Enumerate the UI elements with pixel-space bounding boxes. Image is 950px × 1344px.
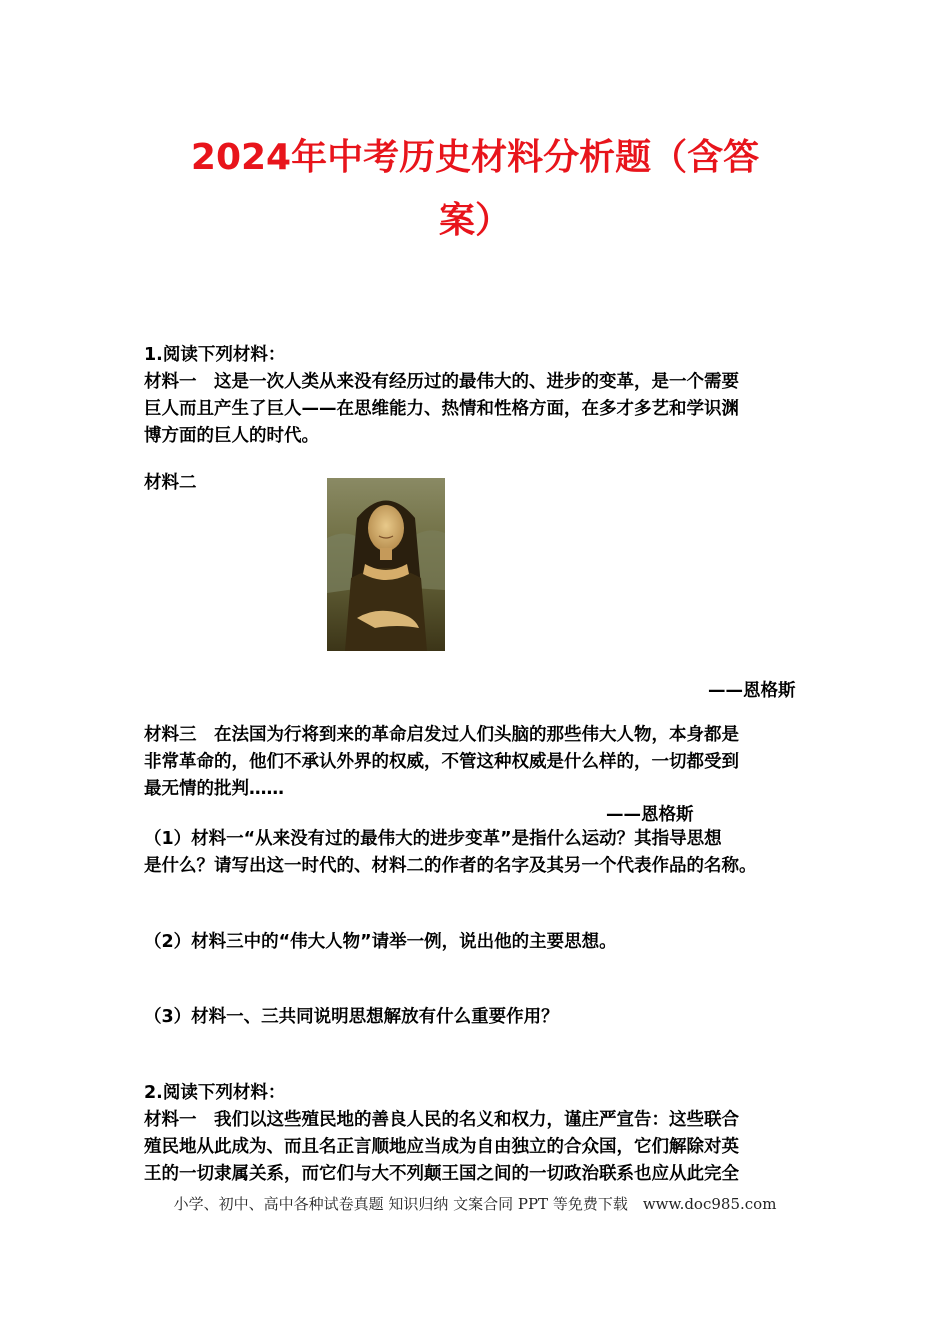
mona-lisa-icon <box>327 478 445 651</box>
document-title-line-2: 案） <box>438 200 511 241</box>
q1-attribution-engels: ——恩格斯 <box>708 681 796 701</box>
q2-material1-line: 殖民地从此成为、而且名正言顺地应当成为自由独立的合众国，它们解除对英 <box>144 1137 739 1157</box>
q2-material1-line: 王的一切隶属关系，而它们与大不列颠王国之间的一切政治联系也应从此完全 <box>144 1164 739 1184</box>
q1-material1-line: 材料一 这是一次人类从来没有经历过的最伟大的、进步的变革，是一个需要 <box>144 372 739 392</box>
q1-material1-line: 博方面的巨人的时代。 <box>144 426 319 446</box>
footer-download-banner: 小学、初中、高中各种试卷真题 知识归纳 文案合同 PPT 等免费下载 www.doc985.com <box>173 1195 777 1213</box>
q1-attribution-engels-2: ——恩格斯 <box>606 805 694 825</box>
q1-material2-label: 材料二 <box>144 473 197 493</box>
q1-material3-line: 最无情的批判…… <box>144 779 284 799</box>
q1-material3-line: 材料三 在法国为行将到来的革命启发过人们头脑的那些伟大人物，本身都是 <box>144 725 739 745</box>
q1-heading: 1.阅读下列材料： <box>144 345 286 365</box>
q1-subquestion-1: （1）材料一“从来没有过的最伟大的进步变革”是指什么运动？其指导思想 <box>144 829 722 849</box>
q1-material3-line: 非常革命的，他们不承认外界的权威，不管这种权威是什么样的，一切都受到 <box>144 752 739 772</box>
q1-material1-line: 巨人而且产生了巨人——在思维能力、热情和性格方面，在多才多艺和学识渊 <box>144 399 739 419</box>
q2-material1-line: 材料一 我们以这些殖民地的善良人民的名义和权力，谨庄严宣告：这些联合 <box>144 1110 739 1130</box>
document-title-line-1: 2024年中考历史材料分析题（含答 <box>190 137 760 178</box>
mona-lisa-painting <box>327 478 445 651</box>
q1-subquestion-3: （3）材料一、三共同说明思想解放有什么重要作用？ <box>144 1007 559 1027</box>
q2-heading: 2.阅读下列材料： <box>144 1083 286 1103</box>
q1-subquestion-2: （2）材料三中的“伟大人物”请举一例，说出他的主要思想。 <box>144 932 617 952</box>
q1-subquestion-1-cont: 是什么？请写出这一时代的、材料二的作者的名字及其另一个代表作品的名称。 <box>144 856 757 876</box>
